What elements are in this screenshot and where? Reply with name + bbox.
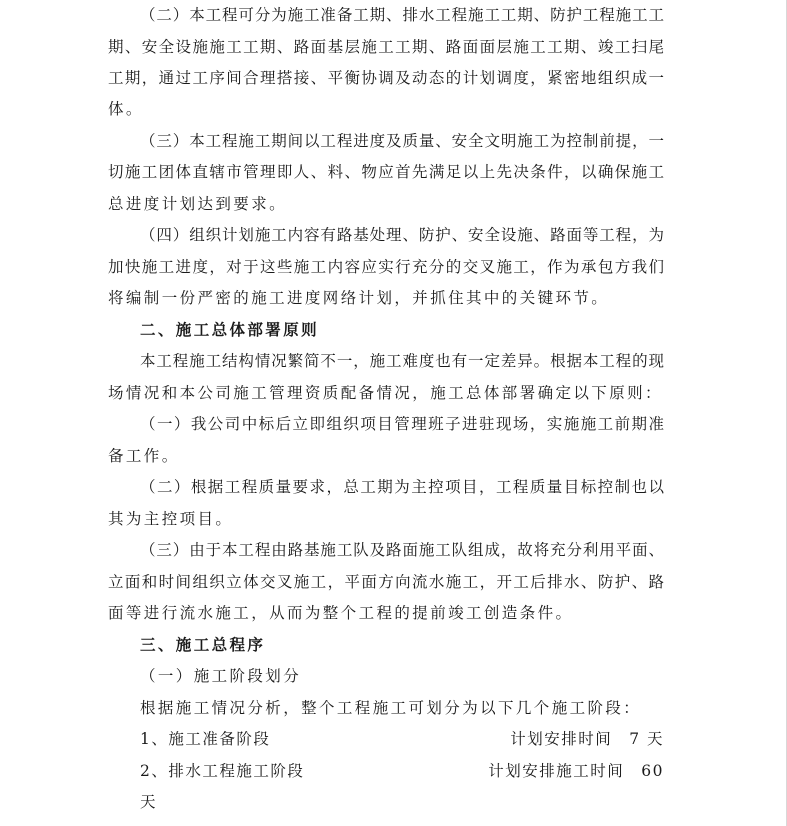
stage-row bbox=[140, 724, 664, 754]
section-heading: 二、施工总体部署原则 bbox=[140, 320, 320, 339]
paragraph-line: 期、安全设施施工工期、路面基层施工工期、路面面层施工工期、竣工扫尾 bbox=[108, 38, 664, 56]
stage-time: 计划安排时间 7 天 bbox=[510, 730, 664, 748]
paragraph-line: 面等进行流水施工，从而为整个工程的提前竣工创造条件。 bbox=[108, 604, 574, 622]
paragraph-line: （二）根据工程质量要求，总工期为主控项目，工程质量目标控制也以 bbox=[140, 478, 664, 496]
paragraph-line: （一）我公司中标后立即组织项目管理班子进驻现场，实施施工前期准 bbox=[140, 415, 664, 433]
paragraph-line: 其为主控项目。 bbox=[108, 510, 234, 528]
stage-row bbox=[140, 756, 664, 786]
paragraph-line: （三）由于本工程由路基施工队及路面施工队组成，故将充分利用平面、 bbox=[140, 541, 664, 559]
paragraph-line: 备工作。 bbox=[108, 447, 180, 465]
stage-time: 计划安排施工时间 60 bbox=[488, 762, 664, 780]
paragraph-line: 立面和时间组织立体交叉施工，平面方向流水施工，开工后排水、防护、路 bbox=[108, 573, 664, 591]
paragraph-line: 加快施工进度，对于这些施工内容应实行充分的交叉施工，作为承包方我们 bbox=[108, 258, 664, 276]
paragraph-line: （二）本工程可分为施工准备工期、排水工程施工工期、防护工程施工工 bbox=[140, 6, 664, 24]
paragraph-line: 将编制一份严密的施工进度网络计划，并抓住其中的关键环节。 bbox=[108, 289, 610, 307]
paragraph-line: （四）组织计划施工内容有路基处理、防护、安全设施、路面等工程，为 bbox=[140, 226, 664, 244]
subsection-heading: （一）施工阶段划分 bbox=[140, 667, 302, 685]
section-heading: 三、施工总程序 bbox=[140, 635, 266, 654]
paragraph-line: 工期，通过工序间合理搭接、平衡协调及动态的计划调度，紧密地组织成一 bbox=[108, 69, 664, 87]
stage-name: 2、排水工程施工阶段 bbox=[140, 762, 305, 780]
paragraph-line: 总进度计划达到要求。 bbox=[108, 195, 288, 213]
stage-name: 1、施工准备阶段 bbox=[140, 730, 271, 748]
paragraph-line: 本工程施工结构情况繁简不一，施工难度也有一定差异。根据本工程的现 bbox=[140, 352, 664, 370]
paragraph-line: 体。 bbox=[108, 100, 144, 118]
paragraph-line: 场情况和本公司施工管理资质配备情况，施工总体部署确定以下原则： bbox=[108, 384, 663, 402]
paragraph-line: 根据施工情况分析，整个工程施工可划分为以下几个施工阶段： bbox=[140, 699, 642, 717]
paragraph-line: 天 bbox=[140, 793, 158, 811]
paragraph-line: （三）本工程施工期间以工程进度及质量、安全文明施工为控制前提，一 bbox=[140, 132, 664, 150]
paragraph-line: 切施工团体直辖市管理即人、料、物应首先满足以上先决条件，以确保施工 bbox=[108, 163, 664, 181]
